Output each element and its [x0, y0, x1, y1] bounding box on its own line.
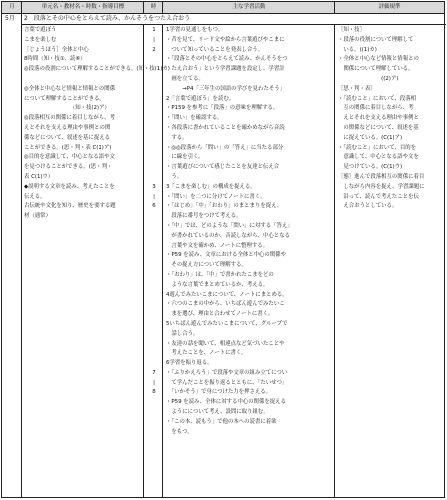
- activity-line: ・言葉遊びについて感じたことを友達と伝え合: [166, 164, 280, 171]
- hour-mark: [149, 85, 159, 95]
- unit-detail-line: ◎段落の役割について理解することができる。(知・技(1)カ): [24, 66, 170, 73]
- evaluation-line: ・段落の役割について理解して: [338, 36, 414, 43]
- unit-detail-line: 係などについて、叙述を基に捉える: [24, 134, 111, 141]
- evaluation-line: しながら内容を捉え、学習課題に: [338, 183, 425, 190]
- activity-line: する。: [166, 134, 188, 141]
- header-hours: 時: [150, 4, 157, 10]
- evaluation-line: えとそれを支える理由や事例と: [338, 115, 419, 122]
- activity-line: ついて知っていることを発表し合う。: [166, 46, 264, 53]
- activity-line: 3「こまを楽しむ」の構成を捉える。: [166, 183, 256, 190]
- header-month: 月: [9, 4, 15, 10]
- activity-line: ・◎◎段落から「問い」の「答え」に当たる部分: [166, 144, 284, 151]
- hour-mark: [149, 104, 159, 114]
- curriculum-table: [1, 1, 445, 498]
- activity-line: ・P59 を読み、文章における全体と中心の関係や: [166, 252, 286, 259]
- hour-mark: [149, 95, 159, 105]
- hour-mark: [149, 55, 159, 65]
- unit-detail-line: を見つけることができる。(思・判・: [24, 164, 113, 171]
- hour-mark: [149, 359, 159, 369]
- unit-detail-line: ◆説明する文章を読み、考えたことを: [24, 183, 115, 190]
- unit-detail-line: ◎全体と中心など情報と情報との関係: [24, 85, 115, 92]
- activity-line: →P4「三年生の国語の学びを見わたそう」: [166, 85, 286, 92]
- hour-mark: [149, 173, 159, 183]
- activity-line: ・「この本、読もう」で他の本への読書に着欲: [166, 418, 277, 425]
- unit-detail-line: 材（通常）: [24, 213, 51, 220]
- header-activities: 主な学習活動: [232, 4, 266, 10]
- divider-h3: [334, 2, 335, 14]
- activity-line: ・「問い」を二つに分けてノートに書く。: [166, 193, 266, 200]
- evaluation-line: 沿って、読んで考えたことを伝: [338, 193, 419, 200]
- activity-line: ・「おわり」は、「中」で書かれたこまをどの: [166, 271, 274, 278]
- hour-mark: |: [153, 36, 155, 43]
- hour-mark: [149, 144, 159, 154]
- hour-mark: [149, 134, 159, 144]
- evaluation-line: ((2)ア): [338, 75, 399, 82]
- evaluation-line: ［態］進んで段落相互の関係に着目: [338, 173, 425, 180]
- activity-line: ・「はじめ」「中」「おわり」のまとまりを捉え、: [166, 203, 283, 210]
- unit-detail-line: ことができる。(思・判・表 C(1)ア): [24, 144, 112, 151]
- hour-mark: [149, 212, 159, 222]
- hour-mark: [149, 310, 159, 320]
- unit-detail-line: 8時間（知・技①、読⑥）: [24, 56, 86, 63]
- activity-line: う。: [166, 173, 183, 180]
- activity-line: ・「段落とその中心をとらえて読み、かんそうをつ: [166, 56, 288, 63]
- activity-line: ・「中」では、どのような「問い」に対する「答え」: [166, 222, 293, 229]
- activity-line: ようにについて考え、設問に取り組む。: [166, 409, 269, 416]
- hour-mark: [149, 65, 159, 75]
- divider-month: [21, 2, 22, 497]
- evaluation-line: 見つけている。(C(1)ウ): [338, 164, 403, 171]
- hour-mark: [149, 300, 159, 310]
- activity-line: ・六つのこまの中から、いちばん遊んでみたいこ: [166, 301, 285, 308]
- header-unit: 単元名・教材名・時数・指導目標: [41, 4, 125, 10]
- hour-mark: 7: [152, 369, 156, 376]
- activity-line: 1学習の見通しをもつ。: [166, 27, 224, 33]
- activity-line: 言葉や文を確かめ、ノートに整理する。: [166, 242, 269, 249]
- activity-line: その捉え方について理解する。: [166, 262, 247, 269]
- hour-mark: [149, 124, 159, 134]
- unit-detail-line: ◎段落相互の関係に着目しながら、考: [24, 115, 115, 122]
- activity-line: 「いかそう」で身につけた力を押さえる。: [166, 389, 272, 396]
- hours-column: [149, 26, 159, 398]
- hour-mark: [149, 232, 159, 242]
- hour-mark: [149, 251, 159, 261]
- activity-line: 6学習を振り返る。: [166, 360, 213, 367]
- unit-detail-line: えとそれを支える理由や事例との関: [24, 124, 111, 131]
- divider-hours: [162, 24, 163, 497]
- activity-line: 2「言葉で遊ぼう」を読む。: [166, 95, 235, 102]
- divider-h2: [162, 2, 163, 14]
- hour-mark: [149, 340, 159, 350]
- activity-line: ・P59 を読み、全体に対する中心の関係を捉える: [166, 399, 286, 406]
- activity-line: ・P159 を参考に「段落」の意味を理解する。: [166, 105, 279, 112]
- evaluation-line: の関係などについて、叙述を基: [338, 124, 419, 131]
- activity-line: に線を引く。: [166, 154, 204, 161]
- month-cell: 5月: [5, 15, 15, 22]
- evaluation-line: え合おうとしている。: [338, 203, 398, 210]
- divider-h1: [143, 2, 144, 14]
- unit-detail-line: 表 C(1)ウ）: [24, 173, 54, 180]
- hour-mark: 6: [152, 203, 156, 210]
- activity-line: ・「問い」を確認する。: [166, 115, 223, 122]
- evaluation-column: [338, 26, 442, 212]
- unit-detail-line: 伝える。: [24, 193, 46, 200]
- evaluation-line: 互の関係に着目しながら、考: [338, 105, 414, 112]
- table-header: [2, 2, 444, 14]
- unit-detail-line: こまを楽しむ: [24, 36, 57, 43]
- evaluation-line: 意識して、中心となる語や文を: [338, 154, 419, 161]
- hour-mark: [149, 242, 159, 252]
- hour-mark: [149, 320, 159, 330]
- divider-unit: [143, 24, 144, 497]
- hour-mark: 8: [152, 389, 156, 396]
- activity-line: ような言葉でまとめているか、考える。: [166, 281, 269, 288]
- hour-mark: [149, 349, 159, 359]
- activity-line: て学んだことを振り返るとともに、「たいせつ」: [166, 379, 288, 386]
- hour-mark: 2: [152, 46, 156, 53]
- unit-detail-line: 古伝統や文化を知り、歴史を要する題: [24, 203, 116, 210]
- unit-detail-line: （知・技(2)ア）: [24, 105, 110, 112]
- hour-mark: [149, 330, 159, 340]
- activity-line: 段落に番号をつけて考える。: [166, 213, 242, 220]
- activity-line: 4遊んでみたいこまについて、ノートにまとめる。: [166, 291, 288, 298]
- hour-mark: 3: [152, 183, 156, 190]
- activity-line: ・昔を見て、リード文や絵から言葉遊びやこまに: [166, 36, 285, 43]
- hour-mark: [149, 261, 159, 271]
- divider-activities: [334, 24, 335, 497]
- hour-mark: [149, 222, 159, 232]
- activity-line: 考えたことを、ノートに書く。: [166, 350, 247, 357]
- hour-mark: |: [153, 193, 155, 200]
- activity-line: ・「ふりかえろう」で段落や文章の組み立てについ: [166, 369, 288, 376]
- unit-detail-line: [24, 75, 142, 85]
- hour-mark: [149, 75, 159, 85]
- evaluation-line: ・「読むこと」において、目的を: [338, 144, 417, 151]
- unit-details: [24, 26, 170, 222]
- hour-mark: [149, 291, 159, 301]
- activity-line: たえ合おう」という学習課題を設定し、学習計: [166, 66, 285, 73]
- evaluation-line: いる。((1)カ): [338, 46, 377, 53]
- hour-mark: [149, 163, 159, 173]
- evaluation-line: に捉えている。(C(1)ア): [338, 134, 403, 141]
- unit-title: 2 段落とその中心をとらえて読み、かんそうをつたえ合おう: [22, 14, 446, 25]
- hour-mark: [149, 281, 159, 291]
- evaluation-line: ・全体と中心など情報と情報との: [338, 56, 419, 63]
- unit-detail-line: ◎目的を意識して、中心となる語や文: [24, 154, 115, 161]
- unit-detail-line: 言葉で遊ぼう: [24, 27, 57, 33]
- activity-line: ・友達の話を聞いて、相違点など気づいたことや: [166, 340, 285, 347]
- unit-detail-line: について理解することができる。: [24, 95, 105, 102]
- hour-mark: [149, 271, 159, 281]
- activity-line: まを選び、理由と合わせてノートに書く。: [166, 311, 274, 318]
- evaluation-line: ［思・判・表］: [338, 85, 376, 92]
- header-evaluation: 評価規準: [378, 4, 401, 10]
- activity-line: 5いちばん遊んでみたいこまについて、グループで: [166, 320, 288, 327]
- activities-column: [166, 26, 332, 437]
- evaluation-line: ・「読むこと」において、段落相: [338, 95, 417, 102]
- activity-line: をもつ。: [166, 428, 193, 435]
- evaluation-line: 関係について理解している。: [338, 66, 414, 73]
- activity-line: ・各段落に書かれていることを確かめながら音読: [166, 124, 285, 131]
- hour-mark: 1: [152, 27, 156, 33]
- hour-mark: [149, 114, 159, 124]
- unit-detail-line: ［じょうほう］全体と中心: [24, 46, 89, 53]
- hour-mark: [149, 153, 159, 163]
- hour-mark: |: [153, 379, 155, 386]
- activity-line: 話し合う。: [166, 330, 199, 337]
- evaluation-line: ［知・技］: [338, 27, 365, 33]
- activity-line: 画を立てる。: [166, 75, 204, 82]
- activity-line: が書かれているのか、音読しながら、中心となる: [166, 232, 290, 239]
